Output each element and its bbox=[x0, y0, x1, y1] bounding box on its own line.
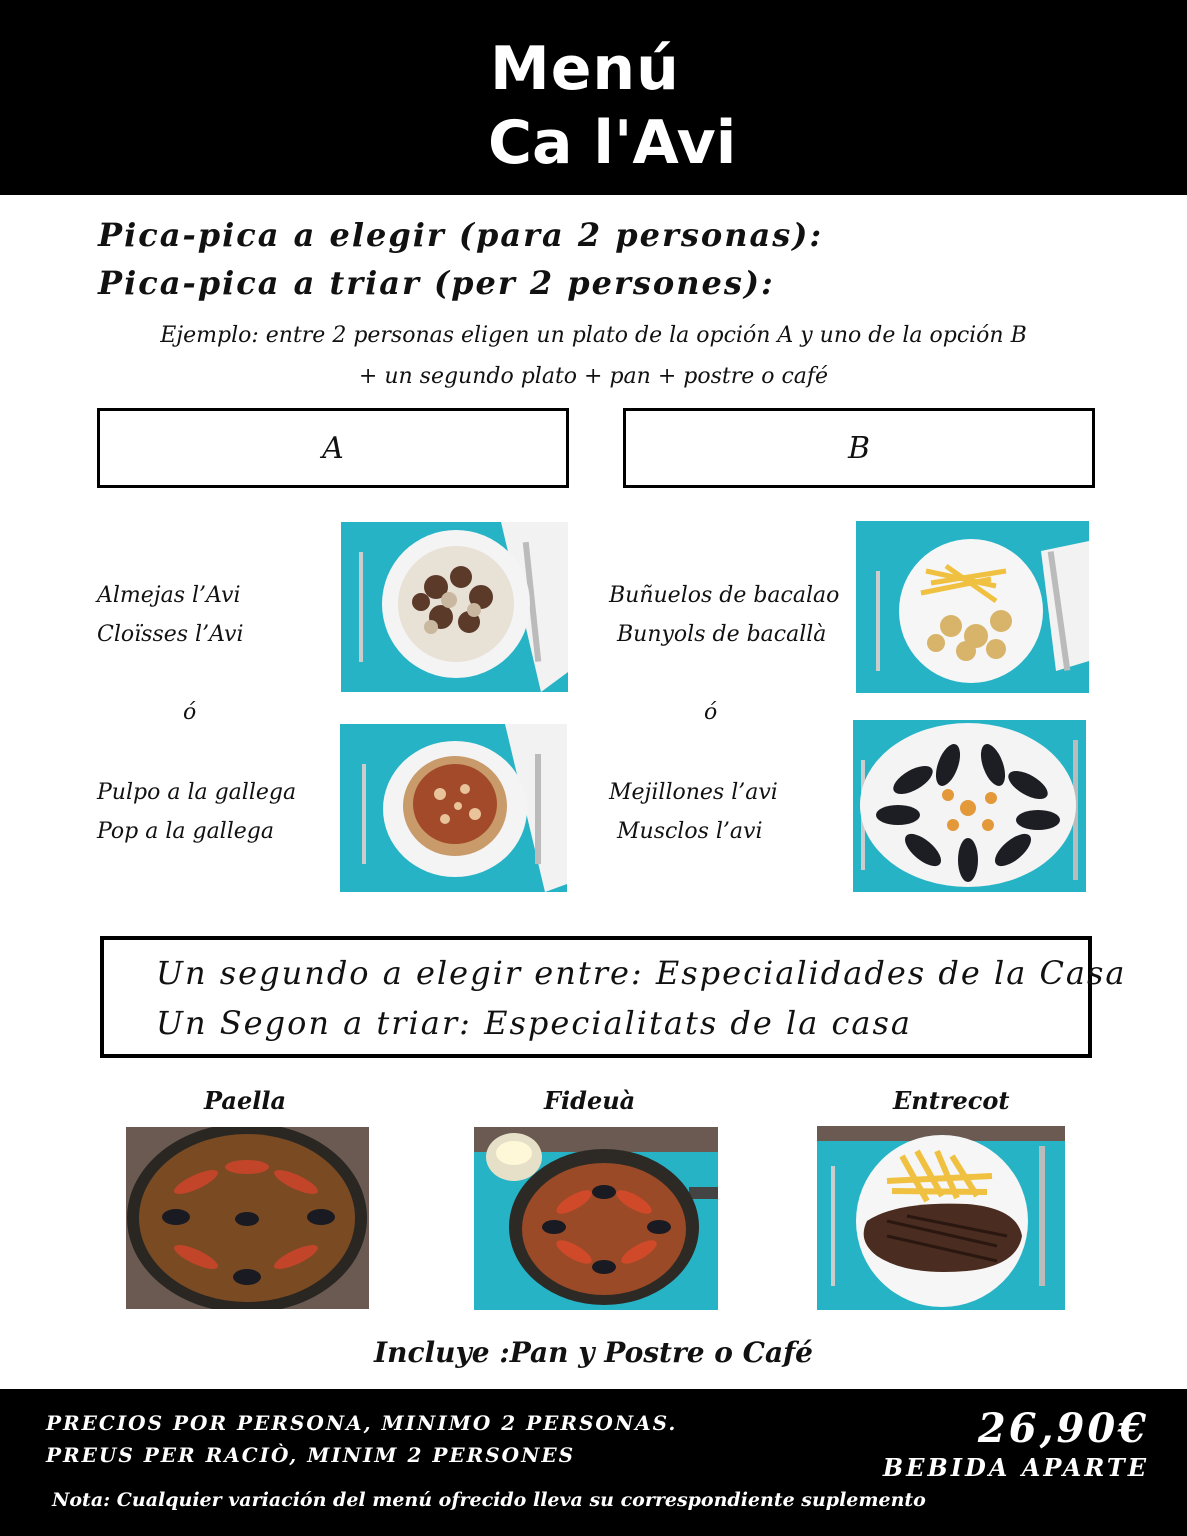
includes-text: Incluye :Pan y Postre o Café bbox=[374, 1336, 813, 1369]
option-b-dish-2 bbox=[609, 773, 778, 851]
specialty-title-entrecot: Entrecot bbox=[893, 1086, 1010, 1115]
specialty-title-fideua: Fideuà bbox=[544, 1086, 636, 1115]
second-course-box bbox=[100, 936, 1127, 1058]
example-text-line2: + un segundo plato + pan + postre o café bbox=[358, 364, 829, 389]
dish-name-es: Buñuelos de bacalao bbox=[609, 583, 840, 608]
dish-name-ca: Bunyols de bacallà bbox=[617, 622, 827, 647]
option-a-label: A bbox=[322, 430, 344, 466]
dish-name-es: Almejas l’Avi bbox=[97, 583, 241, 608]
restaurant-name: Ca l'Avi bbox=[488, 108, 737, 178]
header-banner bbox=[0, 0, 1187, 195]
drinks-not-included: BEBIDA APARTE bbox=[882, 1453, 1149, 1482]
paella-photo bbox=[126, 1127, 369, 1309]
second-course-ca: Un Segon a triar: Especialitats de la casa bbox=[156, 1004, 912, 1042]
or-separator-a: ó bbox=[183, 700, 197, 725]
menu-title: Menú bbox=[490, 34, 680, 104]
example-text-line1: Ejemplo: entre 2 personas eligen un plato de la opción A y uno de la opción B bbox=[160, 323, 1027, 348]
pica-pica-heading-es: Pica-pica a elegir (para 2 personas): bbox=[98, 216, 824, 254]
price-info-ca: PREUS PER RACIÒ, MINIM 2 PERSONES bbox=[46, 1443, 576, 1467]
option-b-dish-1 bbox=[609, 576, 839, 654]
dish-name-ca: Pop a la gallega bbox=[97, 819, 274, 844]
dish-name-es: Pulpo a la gallega bbox=[97, 780, 297, 805]
dish-name-ca: Musclos l’avi bbox=[617, 819, 763, 844]
price-info-es: PRECIOS POR PERSONA, MINIMO 2 PERSONAS. bbox=[46, 1411, 678, 1435]
variation-note: Nota: Cualquier variación del menú ofrecido lleva su correspondiente suplemento bbox=[52, 1489, 926, 1511]
option-a-box bbox=[97, 408, 569, 488]
option-b-label: B bbox=[847, 430, 871, 466]
dish-name-ca: Cloïsses l’Avi bbox=[97, 622, 244, 647]
entrecot-photo bbox=[817, 1126, 1065, 1310]
pica-pica-heading-ca: Pica-pica a triar (per 2 persones): bbox=[98, 264, 775, 302]
footer-banner bbox=[0, 1389, 1187, 1536]
or-separator-b: ó bbox=[704, 700, 718, 725]
octopus-photo bbox=[340, 724, 567, 892]
option-a-dish-2 bbox=[97, 773, 296, 851]
cod-fritters-photo bbox=[856, 521, 1089, 693]
menu-price: 26,90€ bbox=[977, 1405, 1149, 1452]
clams-photo bbox=[341, 522, 568, 692]
fideua-photo bbox=[474, 1127, 718, 1310]
second-course-es: Un segundo a elegir entre: Especialidades de la Casa bbox=[156, 954, 1127, 992]
mussels-photo bbox=[853, 720, 1086, 892]
specialty-title-paella: Paella bbox=[204, 1086, 287, 1115]
dish-name-es: Mejillones l’avi bbox=[609, 780, 778, 805]
option-b-box bbox=[623, 408, 1095, 488]
option-a-dish-1 bbox=[97, 576, 244, 654]
